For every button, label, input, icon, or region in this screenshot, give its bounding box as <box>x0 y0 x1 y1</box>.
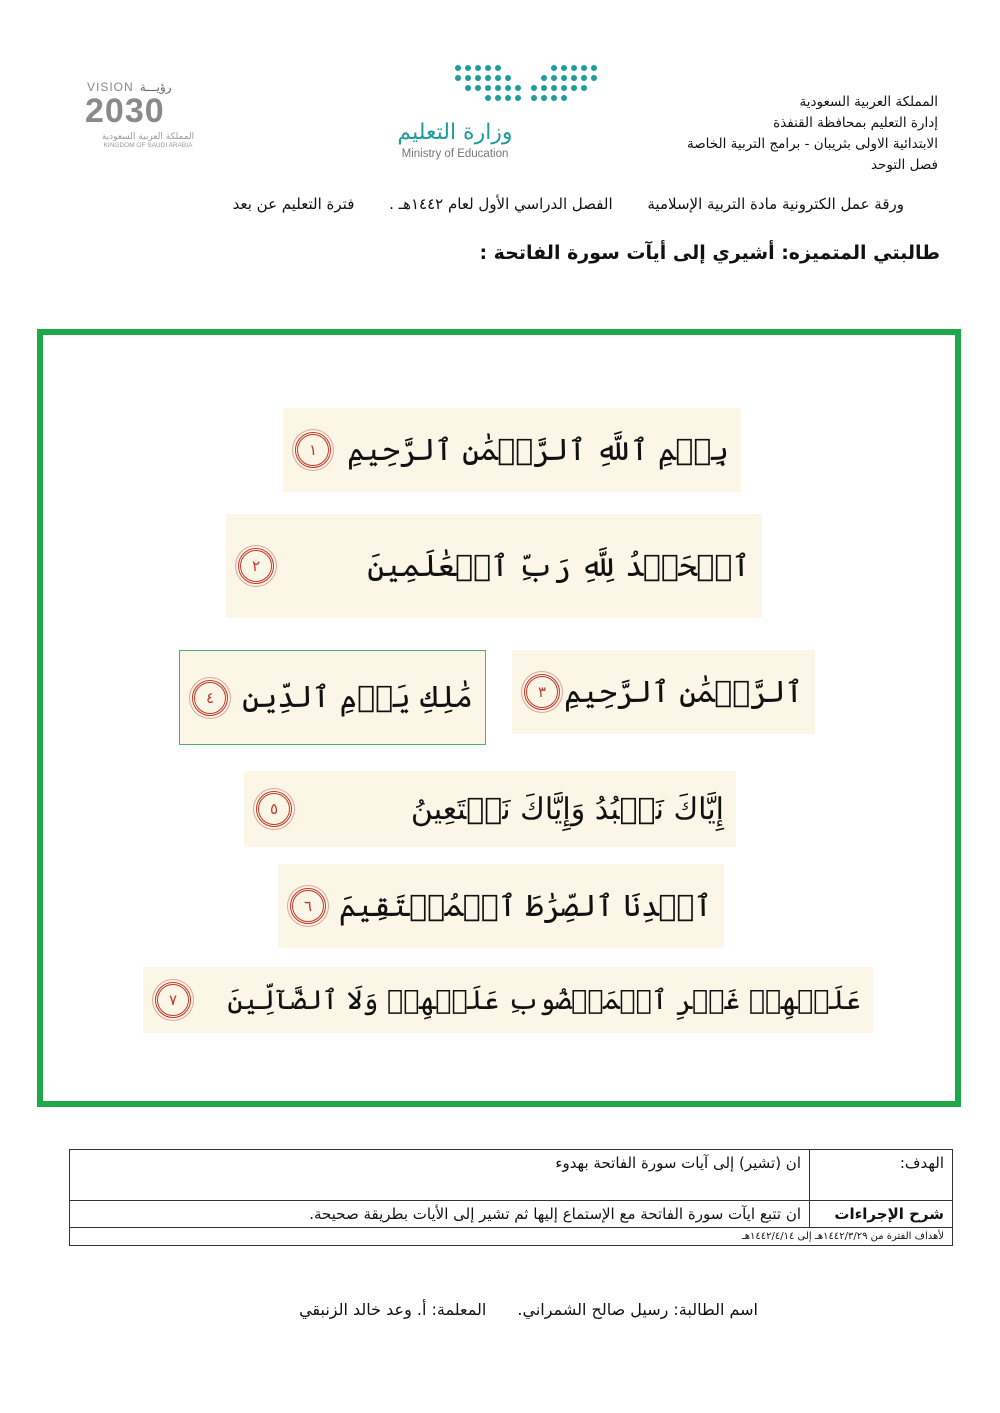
ayah-strip-6[interactable] <box>278 864 724 948</box>
vision-year: 2030 <box>85 92 165 130</box>
vision-kingdom-en: KINGDOM OF SAUDI ARABIA <box>103 142 193 149</box>
vision-en: VISION <box>87 80 134 94</box>
ayah-text: إِيَّاكَ نَعۡبُدُ وَإِيَّاكَ نَسۡتَعِينُ <box>410 791 724 827</box>
ayah-number-marker: ٢ <box>238 548 274 584</box>
ayah-text: عَلَيۡهِمۡ غَيۡرِ ٱلۡمَغۡضُوبِ عَلَيۡهِمۡ وَلَا ٱلضَّآلِّينَ <box>227 984 861 1016</box>
worksheet-period: فترة التعليم عن بعد <box>232 195 355 213</box>
procedure-label: شرح الإجراءات <box>810 1201 953 1228</box>
ministry-english-name: Ministry of Education <box>401 148 509 160</box>
ministry-dots-icon <box>452 62 600 106</box>
ayah-strip-7[interactable] <box>143 967 873 1033</box>
student-name: اسم الطالبة: رسيل صالح الشمراني. <box>517 1300 758 1319</box>
ayah-strip-5[interactable] <box>244 771 736 847</box>
vision-2030-logo <box>85 80 215 150</box>
ayah-number-marker: ٣ <box>524 674 560 710</box>
vision-kingdom-ar: المملكة العربية السعودية <box>101 132 195 142</box>
ayah-text: ٱهۡدِنَا ٱلصِّرَٰطَ ٱلۡمُسۡتَقِيمَ <box>338 888 712 924</box>
ayah-number-marker: ٥ <box>256 791 292 827</box>
ayah-strip-3[interactable] <box>512 650 815 734</box>
period-note: لأهداف الفترة من ١٤٤٢/٣/٢٩هـ إلى ١٤٤٢/٤/١٤هـ <box>70 1228 953 1246</box>
ayah-strip-1[interactable] <box>283 408 741 492</box>
ayah-text: مَٰلِكِ يَوۡمِ ٱلدِّينِ <box>242 680 473 715</box>
header-line-class: فصل التوحد <box>870 157 938 173</box>
ayah-strip-2[interactable] <box>226 514 762 618</box>
goal-text: ان (تشير) إلى آيات سورة الفاتحة بهدوء <box>70 1150 810 1201</box>
ayah-text: ٱلرَّحۡمَٰنِ ٱلرَّحِيمِ <box>564 674 803 710</box>
ministry-logo <box>380 62 600 172</box>
header-line-directorate: إدارة التعليم بمحافظة القنفذة <box>773 115 938 131</box>
worksheet-semester: الفصل الدراسي الأول لعام ١٤٤٢هـ . <box>389 195 613 213</box>
ayah-number-marker: ٦ <box>290 888 326 924</box>
ayah-number-marker: ١ <box>295 432 331 468</box>
school-header <box>578 92 938 176</box>
procedure-row <box>70 1201 953 1228</box>
ayah-text: بِسۡمِ ٱللَّهِ ٱلرَّحۡمَٰنِ ٱلرَّحِيمِ <box>347 432 729 468</box>
ayah-text: ٱلۡحَمۡدُ لِلَّهِ رَبِّ ٱلۡعَٰلَمِينَ <box>367 548 750 584</box>
teacher-name: المعلمة: أ. وعد خالد الزنبقي <box>299 1300 487 1319</box>
objectives-table <box>69 1149 953 1246</box>
header-line-country: المملكة العربية السعودية <box>799 94 938 110</box>
footer-names <box>299 1300 758 1319</box>
ayah-number-marker: ٧ <box>155 982 191 1018</box>
ayah-strip-4[interactable] <box>180 651 485 744</box>
worksheet-title: ورقة عمل الكترونية مادة التربية الإسلامية <box>647 195 904 213</box>
task-prompt: طالبتي المتميزه: أشيري إلى أيآت سورة الفاتحة : <box>479 242 940 264</box>
worksheet-info <box>233 195 904 213</box>
procedure-text: ان تتبع ايآت سورة الفاتحة مع الإستماع إليها ثم تشير إلى الأيات بطريقة صحيحة. <box>70 1201 810 1228</box>
ministry-arabic-name: وزارة التعليم <box>397 120 513 145</box>
goal-row <box>70 1150 953 1201</box>
goal-label: الهدف: <box>810 1150 953 1201</box>
period-row <box>70 1228 953 1246</box>
ayah-number-marker: ٤ <box>192 680 228 716</box>
vision-ar: رؤيـــة <box>139 80 172 94</box>
header-line-school: الابتدائية الاولى بثريبان - برامج التربية الخاصة <box>686 136 938 152</box>
